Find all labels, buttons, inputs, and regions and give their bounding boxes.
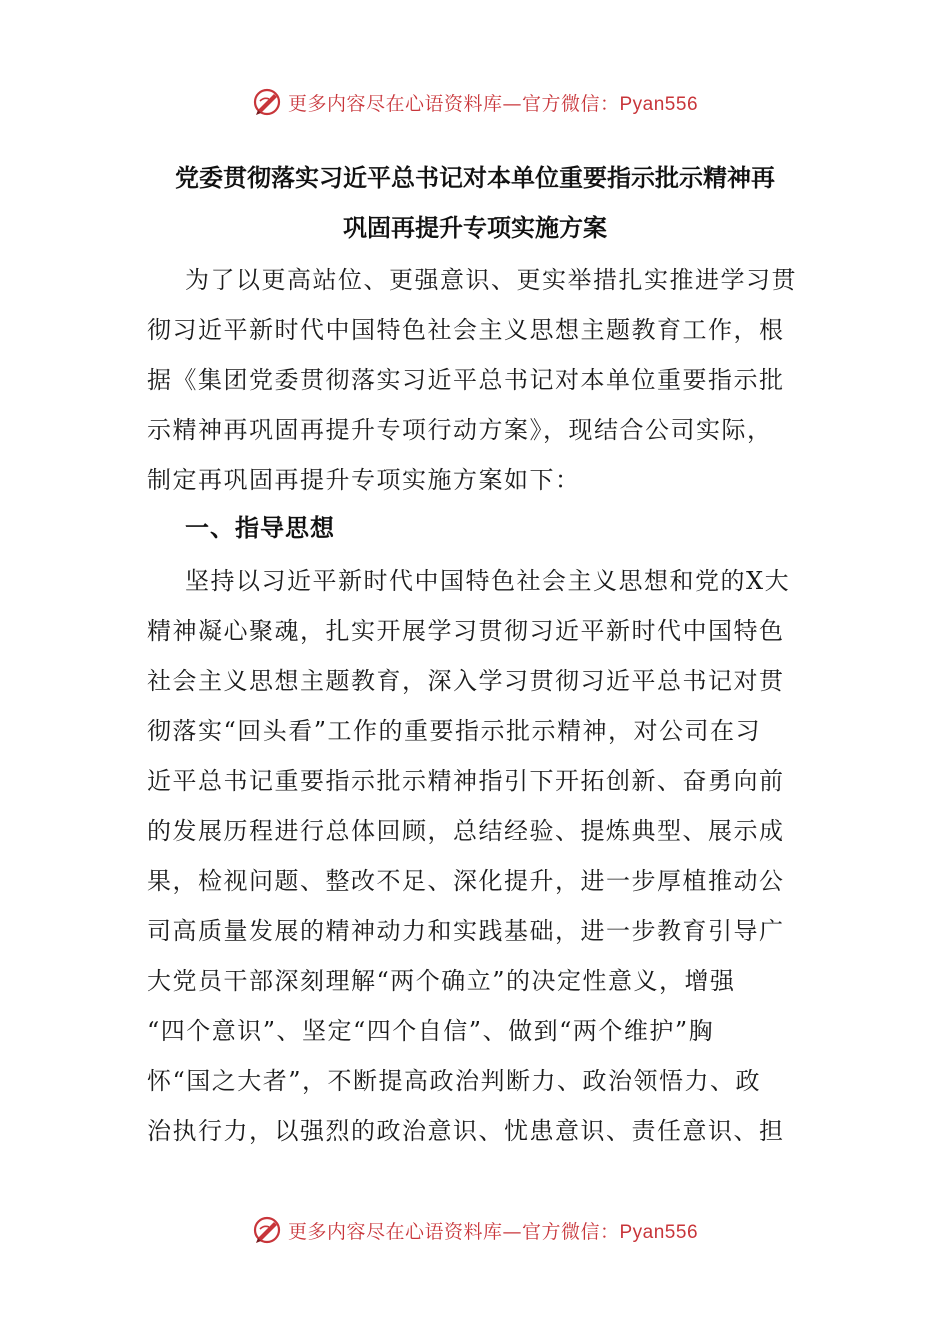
- watermark-banner-bottom: [0, 1210, 950, 1250]
- text-line: 的发展历程进行总体回顾，总结经验、提炼典型、展示成: [147, 817, 785, 845]
- text-line: 彻落实“回头看”工作的重要指示批示精神，对公司在习: [147, 717, 762, 745]
- text-line: 近平总书记重要指示批示精神指引下开拓创新、奋勇向前: [147, 767, 785, 795]
- intro-paragraph: [147, 255, 807, 505]
- text-line: 精神凝心聚魂，扎实开展学习贯彻习近平新时代中国特色: [147, 617, 785, 645]
- watermark-banner-top: [0, 82, 950, 122]
- page-title-line-1: 党委贯彻落实习近平总书记对本单位重要指示批示精神再: [175, 164, 775, 192]
- text-line: 司高质量发展的精神动力和实践基础，进一步教育引导广: [147, 917, 785, 945]
- text-line: 为了以更高站位、更强意识、更实举措扎实推进学习贯: [185, 266, 797, 294]
- text-line: 坚持以习近平新时代中国特色社会主义思想和党的X大: [185, 567, 791, 595]
- banner-account: Pyan556: [619, 1221, 699, 1243]
- pen-logo-icon: [252, 87, 282, 117]
- text-line: 社会主义思想主题教育，深入学习贯彻习近平总书记对贯: [147, 667, 785, 695]
- section-heading: 一、指导思想: [185, 514, 335, 542]
- banner-account: Pyan556: [619, 93, 699, 115]
- text-line: 大党员干部深刻理解“两个确立”的决定性意义，增强: [147, 967, 736, 995]
- text-line: 据《集团党委贯彻落实习近平总书记对本单位重要指示批: [147, 366, 785, 394]
- pen-logo-icon: [252, 1215, 282, 1245]
- banner-text: 更多内容尽在心语资料库—官方微信：Pyan556: [287, 1220, 699, 1243]
- section-paragraph: [147, 556, 807, 1156]
- text-line: 果，检视问题、整改不足、深化提升，进一步厚植推动公: [147, 867, 785, 895]
- text-line: 示精神再巩固再提升专项行动方案》，现结合公司实际，: [147, 416, 773, 444]
- page-title-line-2: 巩固再提升专项实施方案: [343, 214, 607, 242]
- text-line: 彻习近平新时代中国特色社会主义思想主题教育工作，根: [147, 316, 785, 344]
- text-line: 怀“国之大者”，不断提高政治判断力、政治领悟力、政: [147, 1067, 762, 1095]
- banner-text: 更多内容尽在心语资料库—官方微信：Pyan556: [287, 92, 699, 115]
- text-line: 制定再巩固再提升专项实施方案如下：: [147, 466, 581, 494]
- text-line: 治执行力，以强烈的政治意识、忧患意识、责任意识、担: [147, 1117, 785, 1145]
- text-line: “四个意识”、坚定“四个自信”、做到“两个维护”胸: [147, 1017, 715, 1045]
